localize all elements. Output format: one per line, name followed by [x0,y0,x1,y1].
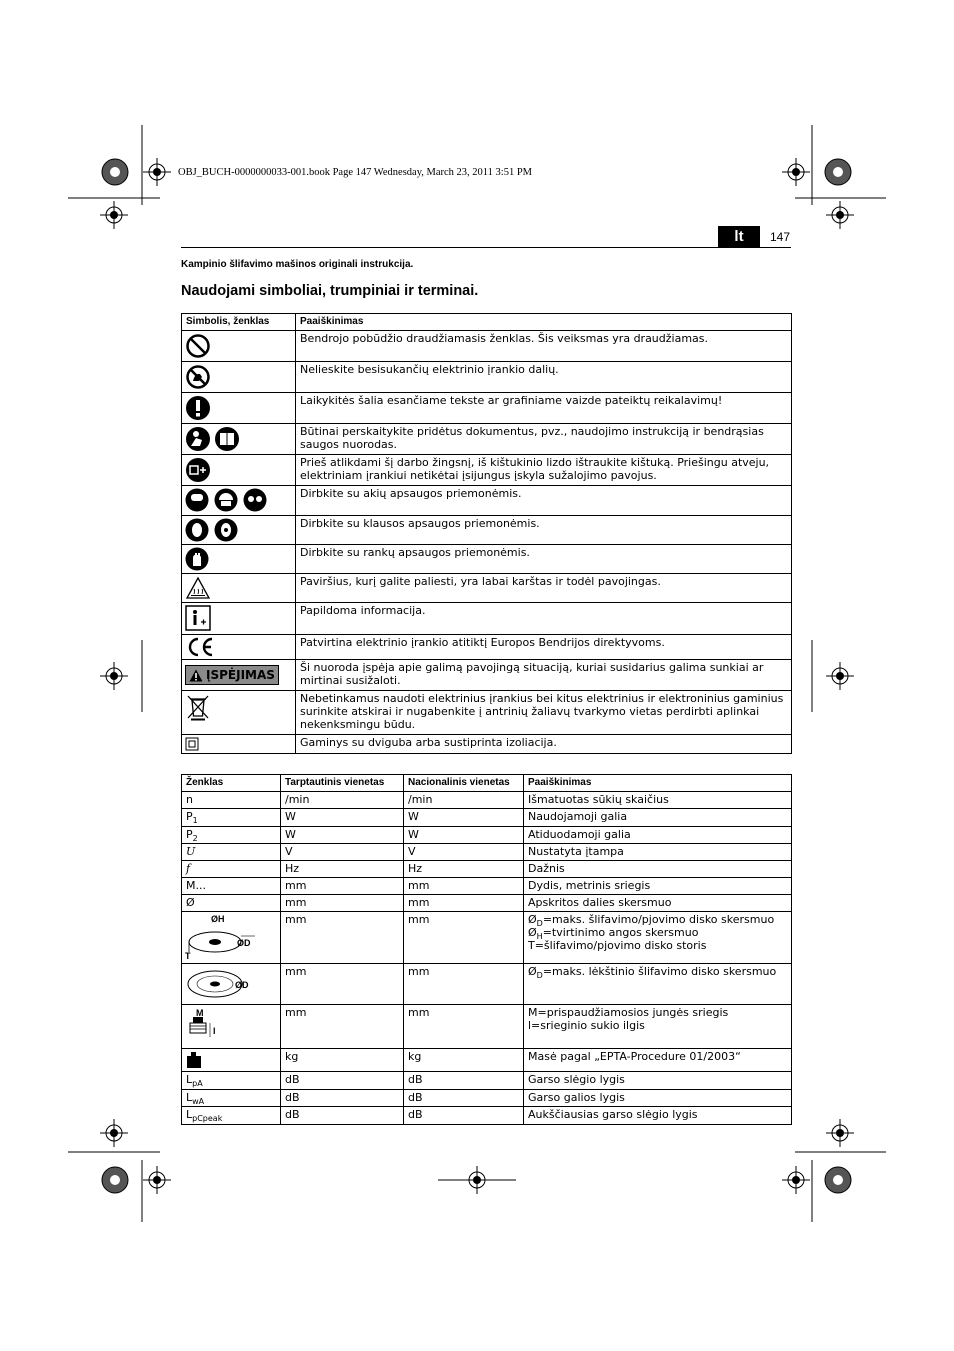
table-row [182,735,792,754]
document-subtitle: Kampinio šlifavimo mašinos originali instrukcija. [181,259,414,270]
table-row [182,486,792,516]
sign-cell: $L_{pCpeak}$ [182,1107,281,1125]
table-row [182,635,792,660]
table-row [182,809,792,827]
language-badge: lt [718,226,760,247]
sign-cell: $P_1$ [182,809,281,827]
table-row [182,912,792,964]
description-cell: Naudojamoji galia [524,809,792,827]
description-cell: $Ø_D=maks$. šlifavimo/pjovimo disko skersmuo $Ø_H=tvirtinimo$ angos skersmuo T=šlifavimo/pjovimo disko storis [524,912,792,964]
table-row [182,660,792,691]
natl-unit-cell: W [404,809,524,827]
icon-label-l: l [213,1026,216,1036]
natl-unit-cell: mm [404,895,524,912]
hot-surface-icon [185,576,211,600]
description-cell: M=prispaudžiamosios jungės sriegis l=srieginio sukio ilgis [524,1005,792,1049]
intl-unit-cell: V [281,844,404,861]
info-icon [185,605,211,631]
natl-unit-cell: dB [404,1107,524,1125]
prohibition-icon [185,333,211,359]
column-header: Tarptautinis vienetas [281,775,404,792]
natl-unit-cell: /min [404,792,524,809]
intl-unit-cell: mm [281,895,404,912]
icon-label-oh: ØH [211,914,225,924]
sign-cell [182,912,281,964]
weight-icon [185,1051,203,1069]
row-text: Dirbkite su rankų apsaugos priemonėmis. [296,545,792,574]
table-row [182,1107,792,1125]
warning-triangle-icon [189,669,203,682]
natl-unit-cell: V [404,844,524,861]
column-header: Ženklas [182,775,281,792]
column-header: Nacionalinis vienetas [404,775,524,792]
warning-badge-label: ĮSPĖJIMAS [206,668,275,682]
natl-unit-cell: mm [404,964,524,1005]
icon-label-od: ØD [237,938,251,948]
table-row [182,895,792,912]
sign-cell: n [182,792,281,809]
table-row [182,574,792,603]
ear-plugs-icon [214,518,238,542]
intl-unit-cell: dB [281,1090,404,1107]
grinding-disc-dimensions-icon [185,914,257,960]
table-row [182,424,792,455]
units-table [181,774,792,1125]
symbols-table [181,313,792,754]
sanding-plate-icon [185,966,255,1002]
description-cell: Garso galios lygis [524,1090,792,1107]
natl-unit-cell: dB [404,1072,524,1090]
table-row [182,844,792,861]
print-header: OBJ_BUCH-0000000033-001.book Page 147 Wednesday, March 23, 2011 3:51 PM [178,167,532,178]
intl-unit-cell: mm [281,878,404,895]
intl-unit-cell: dB [281,1072,404,1090]
unplug-icon [185,457,211,483]
warning-badge [185,665,279,685]
description-cell: Atiduodamoji galia [524,827,792,844]
intl-unit-cell: kg [281,1049,404,1072]
row-text: Nebetinkamus naudoti elektrinius įrankius bei kitus elektrinius ir elektroninius gaminius surinkite atskirai ir nugabenkite į antrinių žaliavų tvarkymo vietas perdirbti aplinkai nekenksmingu būdu. [296,691,792,735]
table-row [182,516,792,545]
intl-unit-cell: /min [281,792,404,809]
row-text: Nelieskite besisukančių elektrinio įrankio dalių. [296,362,792,393]
book-icon [214,426,240,452]
row-text: Paviršius, kurį galite paliesti, yra labai karštas ir todėl pavojingas. [296,574,792,603]
table-row [182,603,792,635]
section-title: Naudojami simboliai, trumpiniai ir terminai. [181,283,479,299]
sign-cell [182,1049,281,1072]
column-header: Paaiškinimas [524,775,792,792]
sign-cell: U [182,844,281,861]
crossed-bin-icon [185,693,211,721]
natl-unit-cell: mm [404,1005,524,1049]
page-number: 147 [770,230,791,244]
table-row [182,393,792,424]
ce-mark-icon [185,637,215,657]
no-touch-rotating-icon [185,364,211,390]
goggles-icon [243,488,267,512]
table-row [182,792,792,809]
table-header-row [182,314,792,331]
row-text: Patvirtina elektrinio įrankio atitiktį Europos Bendrijos direktyvoms. [296,635,792,660]
description-cell: $Ø_D=maks$. lėkštinio šlifavimo disko skersmuo [524,964,792,1005]
face-shield-icon [185,488,209,512]
table-row [182,545,792,574]
table-row [182,362,792,393]
table-row [182,331,792,362]
row-text: Dirbkite su klausos apsaugos priemonėmis. [296,516,792,545]
header-rule [181,247,791,248]
description-cell: Aukščiausias garso slėgio lygis [524,1107,792,1125]
table-row [182,878,792,895]
description-cell: Apskritos dalies skersmuo [524,895,792,912]
row-text: Gaminys su dviguba arba sustiprinta izoliacija. [296,735,792,754]
natl-unit-cell: Hz [404,861,524,878]
natl-unit-cell: mm [404,912,524,964]
table-row [182,861,792,878]
double-insulation-icon [185,737,199,751]
table-row [182,455,792,486]
column-header: Paaiškinimas [296,314,792,331]
intl-unit-cell: Hz [281,861,404,878]
description-cell: Dydis, metrinis sriegis [524,878,792,895]
row-text: Laikykitės šalia esančiame tekste ar grafiniame vaizde pateiktų reikalavimų! [296,393,792,424]
icon-label-m: M [196,1008,204,1018]
row-text: Dirbkite su akių apsaugos priemonėmis. [296,486,792,516]
ear-muffs-icon [185,518,209,542]
column-header: Simbolis, ženklas [182,314,296,331]
sign-cell: $L_{wA}$ [182,1090,281,1107]
row-text: Būtinai perskaitykite pridėtus dokumentus, pvz., naudojimo instrukciją ir bendrąsias saugos nuorodas. [296,424,792,455]
sign-cell: f [182,861,281,878]
row-text: Ši nuoroda įspėja apie galimą pavojingą situaciją, kuriai susidarius galima sunkiai ar mirtinai susižaloti. [296,660,792,691]
sign-cell: Ø [182,895,281,912]
natl-unit-cell: W [404,827,524,844]
icon-label-t: T [185,951,191,960]
intl-unit-cell: mm [281,964,404,1005]
table-row [182,964,792,1005]
helmet-visor-icon [214,488,238,512]
intl-unit-cell: mm [281,1005,404,1049]
description-cell: Išmatuotas sūkių skaičius [524,792,792,809]
table-row [182,1005,792,1049]
spindle-thread-icon [185,1007,225,1045]
intl-unit-cell: W [281,827,404,844]
sign-cell [182,1005,281,1049]
icon-label-od: ØD [235,980,249,990]
gloves-icon [185,547,209,571]
sign-cell: M... [182,878,281,895]
natl-unit-cell: mm [404,878,524,895]
table-row [182,827,792,844]
natl-unit-cell: dB [404,1090,524,1107]
intl-unit-cell: mm [281,912,404,964]
sign-cell: $L_{pA}$ [182,1072,281,1090]
table-row [182,1049,792,1072]
description-cell: Dažnis [524,861,792,878]
read-manual-icon [185,426,211,452]
table-row [182,691,792,735]
mandatory-exclamation-icon [185,395,211,421]
row-text: Prieš atlikdami šį darbo žingsnį, iš kištukinio lizdo ištraukite kištuką. Priešingu atveju, elektriniam įrankiui netikėtai įsijungus įskyla sužalojimo pavojus. [296,455,792,486]
sign-cell: $P_2$ [182,827,281,844]
table-header-row [182,775,792,792]
sign-cell [182,964,281,1005]
table-row [182,1072,792,1090]
description-cell: Nustatyta įtampa [524,844,792,861]
table-row [182,1090,792,1107]
natl-unit-cell: kg [404,1049,524,1072]
intl-unit-cell: dB [281,1107,404,1125]
description-cell: Garso slėgio lygis [524,1072,792,1090]
row-text: Papildoma informacija. [296,603,792,635]
intl-unit-cell: W [281,809,404,827]
row-text: Bendrojo pobūdžio draudžiamasis ženklas. Šis veiksmas yra draudžiamas. [296,331,792,362]
description-cell: Masė pagal „EPTA-Procedure 01/2003“ [524,1049,792,1072]
